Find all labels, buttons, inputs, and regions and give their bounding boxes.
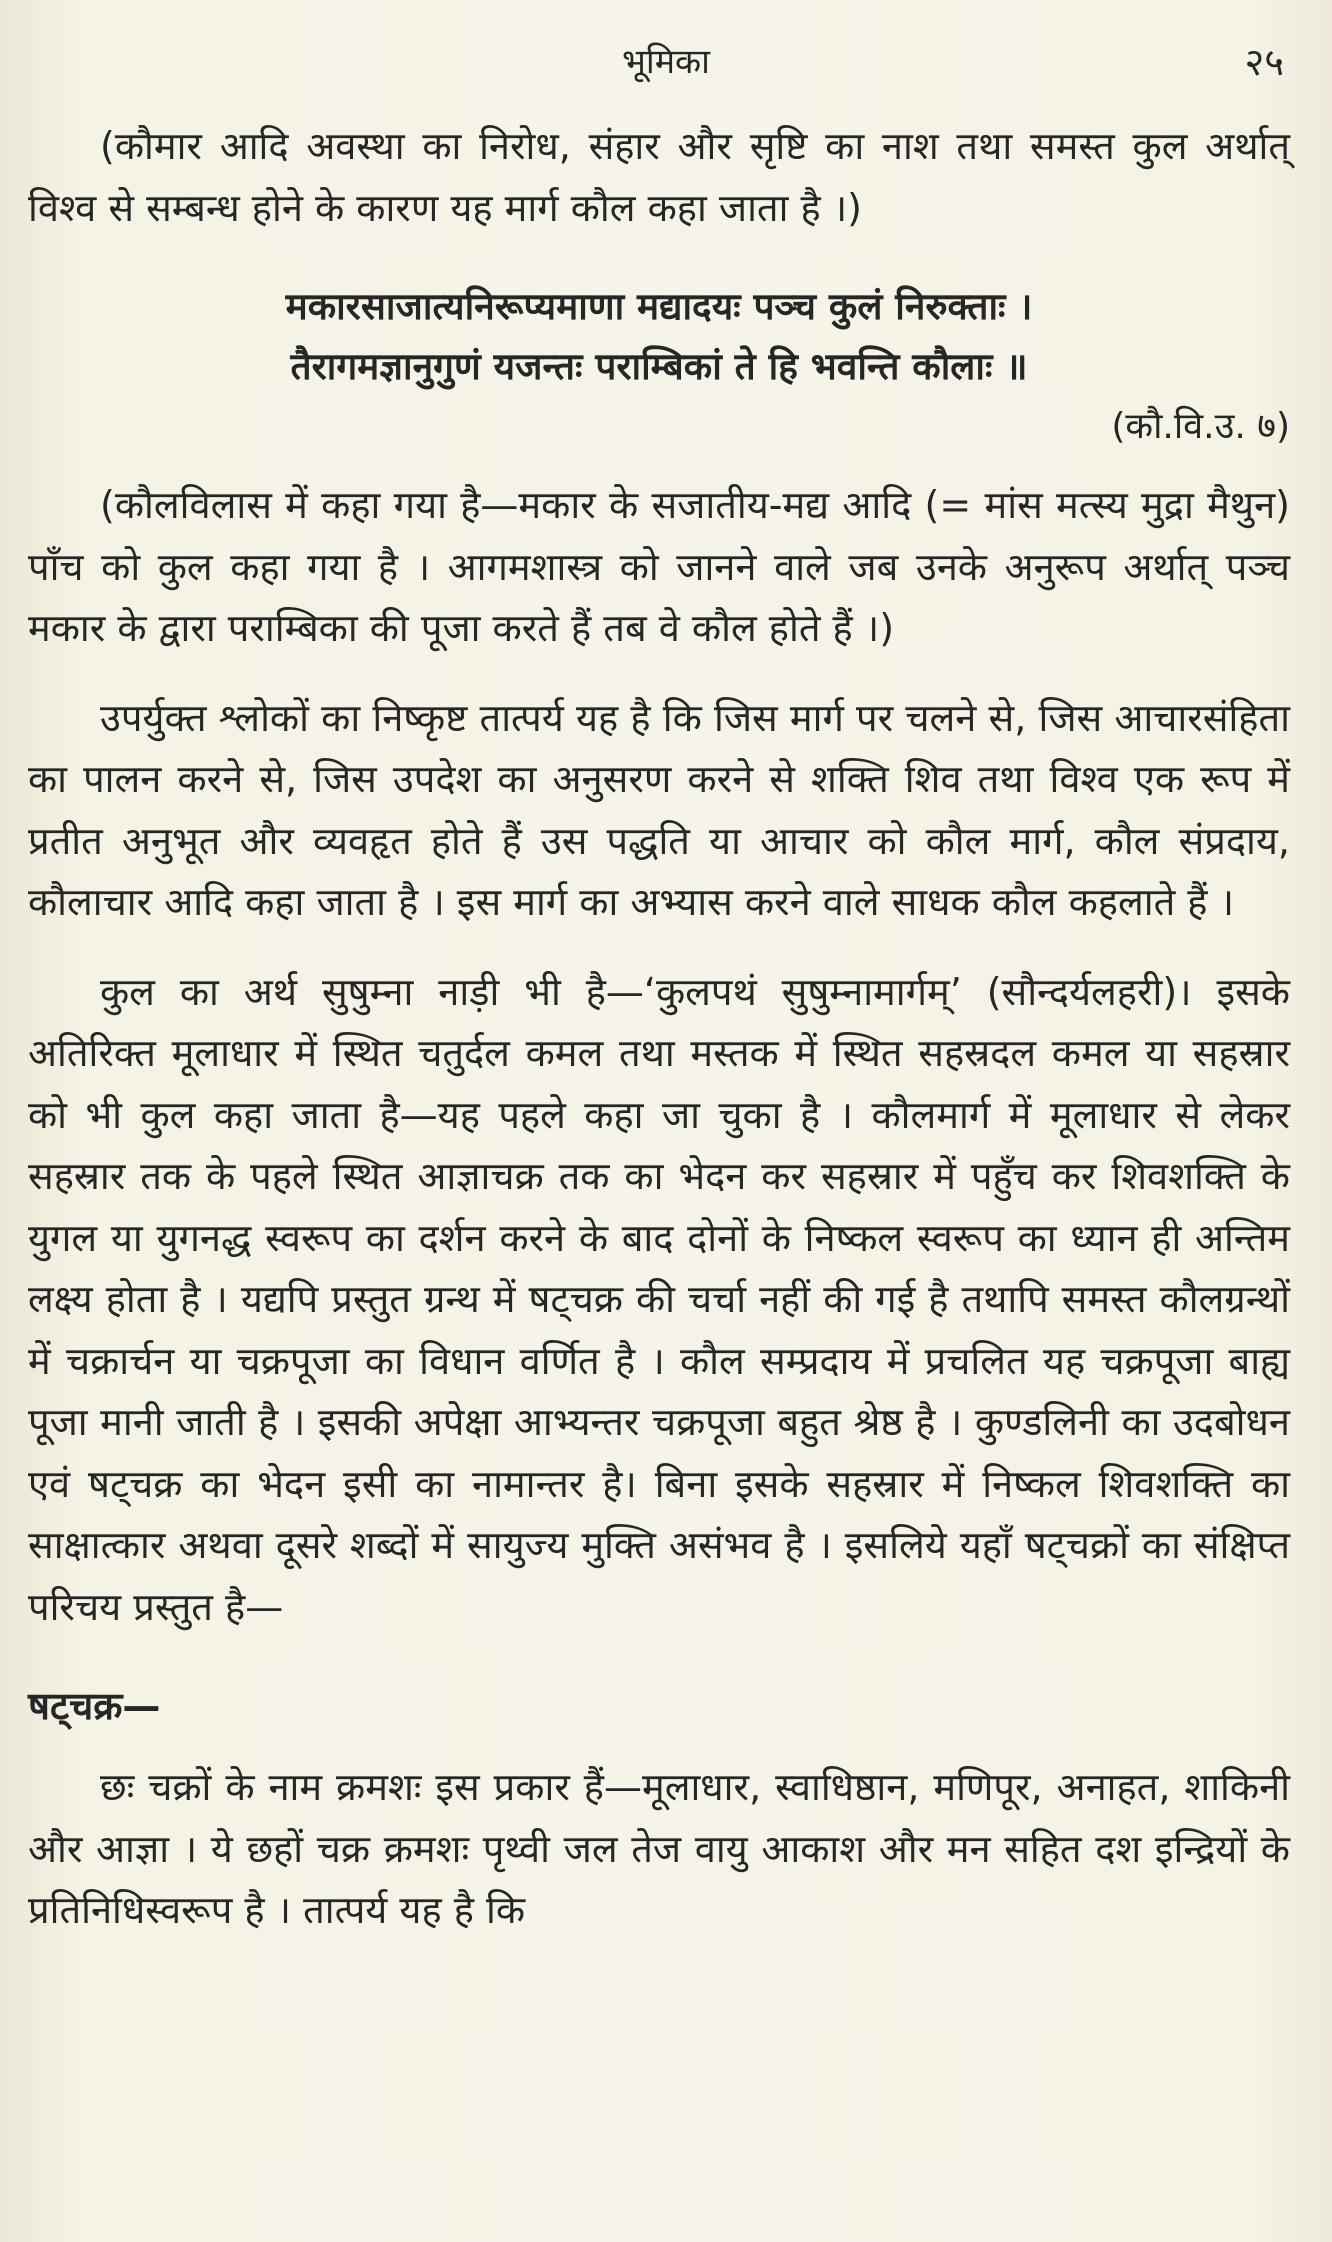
verse-line-1: मकारसाजात्यनिरूप्यमाणा मद्यादयः पञ्च कुलं निरुक्ताः । — [285, 285, 1033, 328]
running-title: भूमिका — [622, 42, 710, 82]
running-head — [0, 38, 1332, 86]
sanskrit-verse — [28, 277, 1290, 455]
page-body — [28, 116, 1290, 1942]
paragraph-kaulvilas-translation: (कौलविलास में कहा गया है—मकार के सजातीय-मद्य आदि (= मांस मत्स्य मुद्रा मैथुन) पाँच को कुल कहा गया है । आगमशास्त्र को जानने वाले जब उनके अनुरूप अर्थात् पञ्च मकार के द्वारा पराम्बिका की पूजा करते हैं तब वे कौल होते हैं ।) — [28, 483, 1290, 650]
verse-line-2: तैरागमज्ञानुगुणं यजन्तः पराम्बिकां ते हि भवन्ति कौलाः ॥ — [290, 345, 1028, 388]
verse-citation: (कौ.वि.उ. ७) — [1111, 406, 1290, 447]
section-heading-shatchakra: षट्चक्र— — [28, 1684, 161, 1728]
paragraph-translation-kaul-definition: (कौमार आदि अवस्था का निरोध, संहार और सृष्टि का नाश तथा समस्त कुल अर्थात् विश्व से सम्बन्ध होने के कारण यह मार्ग कौल कहा जाता है ।) — [28, 124, 1290, 230]
paragraph-kul-sushumna: कुल का अर्थ सुषुम्ना नाड़ी भी है—‘कुलपथं सुषुम्नामार्गम्’ (सौन्दर्यलहरी)। इसके अतिरिक्त मूलाधार में स्थित चतुर्दल कमल तथा मस्तक में स्थित सहस्रदल कमल या सहस्रार को भी कुल कहा जाता है—यह पहले कहा जा चुका है । कौलमार्ग में मूलाधार से लेकर सहस्रार तक के पहले स्थित आज्ञाचक्र तक का भेदन कर सहस्रार में पहुँच कर शिवशक्ति के युगल या युगनद्ध स्वरूप का दर्शन करने के बाद दोनों के निष्कल स्वरूप का ध्यान ही अन्तिम लक्ष्य होता है । यद्यपि प्रस्तुत ग्रन्थ में षट्चक्र की चर्चा नहीं की गई है तथापि समस्त कौलग्रन्थों में चक्रार्चन या चक्रपूजा का विधान वर्णित है । कौल सम्प्रदाय में प्रचलित यह चक्रपूजा बाह्य पूजा मानी जाती है । इसकी अपेक्षा आभ्यन्तर चक्रपूजा बहुत श्रेष्ठ है । कुण्डलिनी का उदबोधन एवं षट्चक्र का भेदन इसी का नामान्तर है। बिना इसके सहस्रार में निष्कल शिवशक्ति का साक्षात्कार अथवा दूसरे शब्दों में सायुज्य मुक्ति असंभव है । इसलिये यहाँ षट्चक्रों का संक्षिप्त परिचय प्रस्तुत है— — [28, 969, 1290, 1629]
paragraph-kaul-marg-meaning: उपर्युक्त श्लोकों का निष्कृष्ट तात्पर्य यह है कि जिस मार्ग पर चलने से, जिस आचारसंहिता का पालन करने से, जिस उपदेश का अनुसरण करने से शक्ति शिव तथा विश्व एक रूप में प्रतीत अनुभूत और व्यवहृत होते हैं उस पद्धति या आचार को कौल मार्ग, कौल संप्रदाय, कौलाचार आदि कहा जाता है । इस मार्ग का अभ्यास करने वाले साधक कौल कहलाते हैं । — [28, 695, 1290, 924]
page-number: २५ — [1244, 40, 1284, 84]
paragraph-chakra-names: छः चक्रों के नाम क्रमशः इस प्रकार हैं—मूलाधार, स्वाधिष्ठान, मणिपूर, अनाहत, शाकिनी और आज्ञा । ये छहों चक्र क्रमशः पृथ्वी जल तेज वायु आकाश और मन सहित दश इन्द्रियों के प्रतिनिधिस्वरूप है । तात्पर्य यह है कि — [28, 1765, 1290, 1932]
